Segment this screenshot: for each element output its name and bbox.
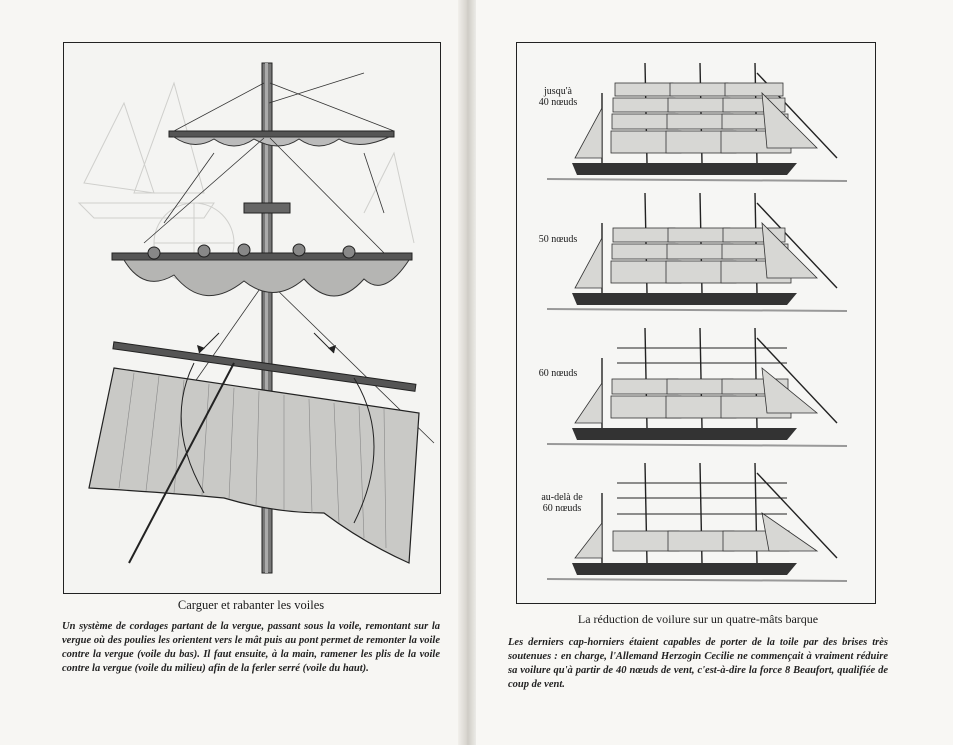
left-figure-title: Carguer et rabanter les voiles [177,598,325,612]
speed-label-line: 60 nœuds [538,368,578,379]
book-gutter [458,0,476,745]
speed-label-over-60 [528,492,596,514]
speed-label-50 [528,234,588,245]
speed-label-line: 60 nœuds [542,503,582,514]
four-masted-barque-drawings [517,43,875,603]
speed-label-line: 50 nœuds [538,234,578,245]
right-figure-caption: Les derniers cap-horniers étaient capables de porter de la toile par des brises très soutenues : en charge, l'Allemand Herzogin Cecilie ne commençait à vraiment réduire sa voilure qu'à partir de 40 nœuds de vent, c'est-à-dire la force 8 Beaufort, qualifiée de coup de vent. [508,637,888,690]
mast-rigging-illustration [63,42,441,594]
speed-label-line: 40 nœuds [538,97,578,108]
mast-rigging-drawing [64,43,440,593]
sail-reduction-illustration [516,42,876,604]
speed-label-line: au-delà de [541,492,583,503]
right-figure-title: La réduction de voilure sur un quatre-mâts barque [577,612,819,626]
left-figure-caption: Un système de cordages partant de la vergue, passant sous la voile, remontant sur la vergue où des poulies les orientent vers le mât puis au pont permet de remonter la voile contre la vergue (voile du bas). Il faut ensuite, à la main, ramener les plis de la voile contre la vergue (voile du milieu) afin de la ferler serré (voile du haut). [62,621,440,674]
speed-label-line: jusqu'à [544,86,572,97]
speed-label-60 [528,368,588,379]
speed-label-40 [528,86,588,108]
